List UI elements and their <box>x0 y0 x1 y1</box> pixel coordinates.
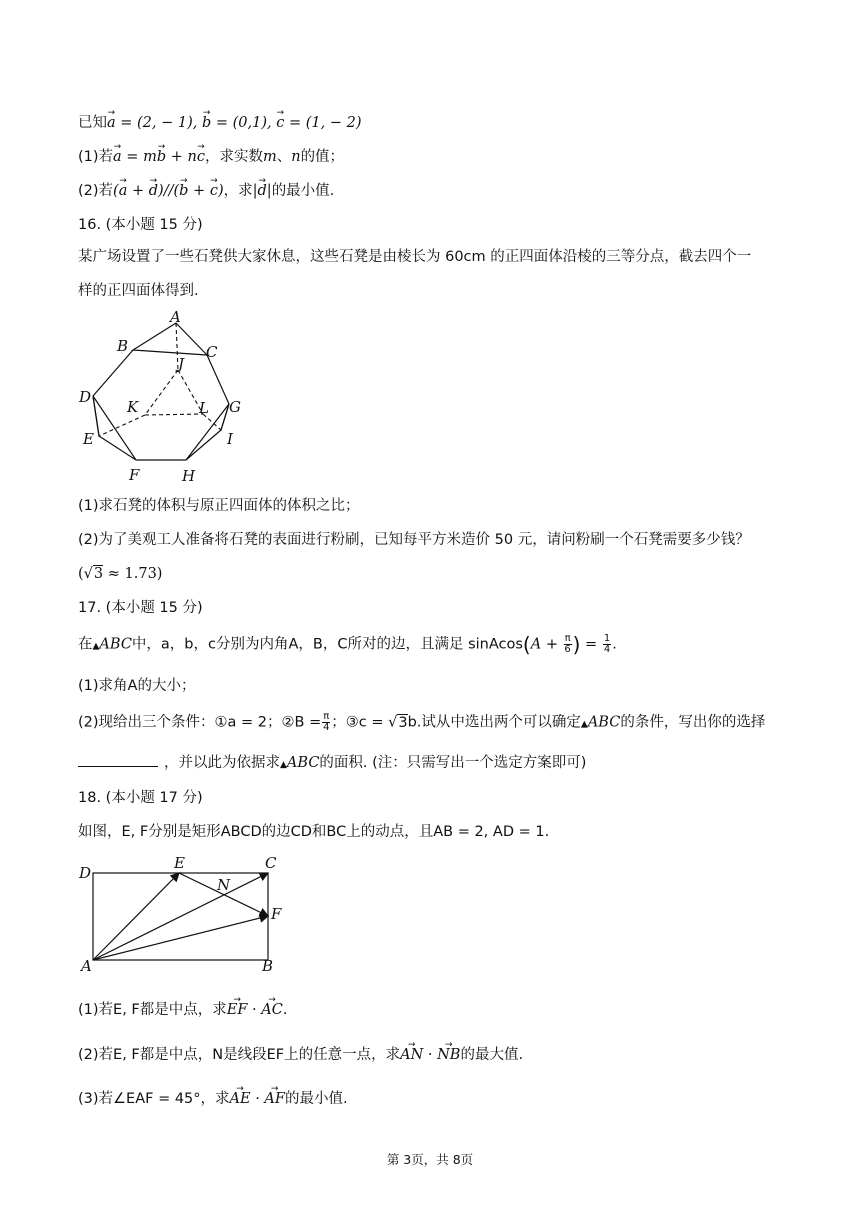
q18-part3: (3)若∠EAF = 45°，求→ AE · → AF的最小值. <box>78 1089 348 1109</box>
q17-part2: (2)现给出三个条件：①a = 2；②B = $\frac{\pi}{4}$ ；③c = √3b.试从中选出两个可以确定▲ABC的条件，写出你的选择 <box>78 711 766 733</box>
label-I: I <box>227 430 233 448</box>
q15-part1: (1)若→ a = m→ b + n→ c，求实数m、n的值； <box>78 147 344 167</box>
label-D: D <box>79 864 92 882</box>
label-B: B <box>117 337 129 355</box>
label-J: J <box>178 355 185 373</box>
q18-header: 18. (本小题 17 分) <box>78 790 203 806</box>
label-C: C <box>206 343 218 361</box>
label-D: D <box>79 388 92 406</box>
q18-part2: (2)若E, F都是中点，N是线段EF上的任意一点，求→ AN · → NB的最大值. <box>78 1045 523 1065</box>
q16-part2: (2)为了美观工人准备将石凳的表面进行粉刷，已知每平方米造价 50 元，请问粉刷一个石凳需要多少钱？ <box>78 532 750 548</box>
label-F: F <box>271 905 282 923</box>
label-E: E <box>83 430 94 448</box>
label-F: F <box>129 466 140 484</box>
label-C: C <box>265 854 277 872</box>
label-E: E <box>174 854 185 872</box>
q16-stem-line1: 某广场设置了一些石凳供大家休息，这些石凳是由棱长为 60cm 的正四面体沿棱的三等分点，截去四个一 <box>78 249 752 265</box>
rectangle-figure <box>76 852 296 977</box>
q18-part1: (1)若E, F都是中点，求→ EF · → AC. <box>78 1000 287 1020</box>
label-A: A <box>170 308 181 326</box>
label-B: B <box>262 957 274 975</box>
q15-given: 已知→ a = (2, − 1), → b = (0,1), → c = (1, − 2) <box>78 113 361 133</box>
q16-stem-line2: 样的正四面体得到. <box>78 283 199 299</box>
q17-part2-line2: ，并以此为依据求▲ABC的面积. (注：只需写出一个选定方案即可) <box>78 752 586 775</box>
q17-part1: (1)求角A的大小； <box>78 678 196 694</box>
q16-header: 16. (本小题 15 分) <box>78 217 203 233</box>
label-N: N <box>217 876 231 894</box>
q17-stem: 在▲ABC中，a，b，c分别为内角A，B，C所对的边，且满足 sinAcos(A + $\frac{\pi}{6}$ ) = $\frac{1}{4}$ . <box>78 632 617 657</box>
answer-blank <box>78 752 158 767</box>
label-A: A <box>81 957 92 975</box>
q15-part2: (2)若(→ a + → d)//(→ b + → c)，求|→ d|的最小值. <box>78 181 334 201</box>
label-H: H <box>182 467 196 485</box>
page-footer: 第 3页，共 8页 <box>386 1152 474 1167</box>
q18-stem: 如图，E, F分别是矩形ABCD的边CD和BC上的动点，且AB = 2, AD = 1. <box>78 824 550 840</box>
q16-approx: (√3 ≈ 1.73) <box>78 566 163 582</box>
label-K: K <box>127 398 139 416</box>
label-L: L <box>199 399 209 417</box>
truncated-tetrahedron-figure <box>76 308 256 488</box>
q16-part1: (1)求石凳的体积与原正四面体的体积之比； <box>78 498 360 514</box>
label-G: G <box>229 398 241 416</box>
q17-header: 17. (本小题 15 分) <box>78 600 203 616</box>
